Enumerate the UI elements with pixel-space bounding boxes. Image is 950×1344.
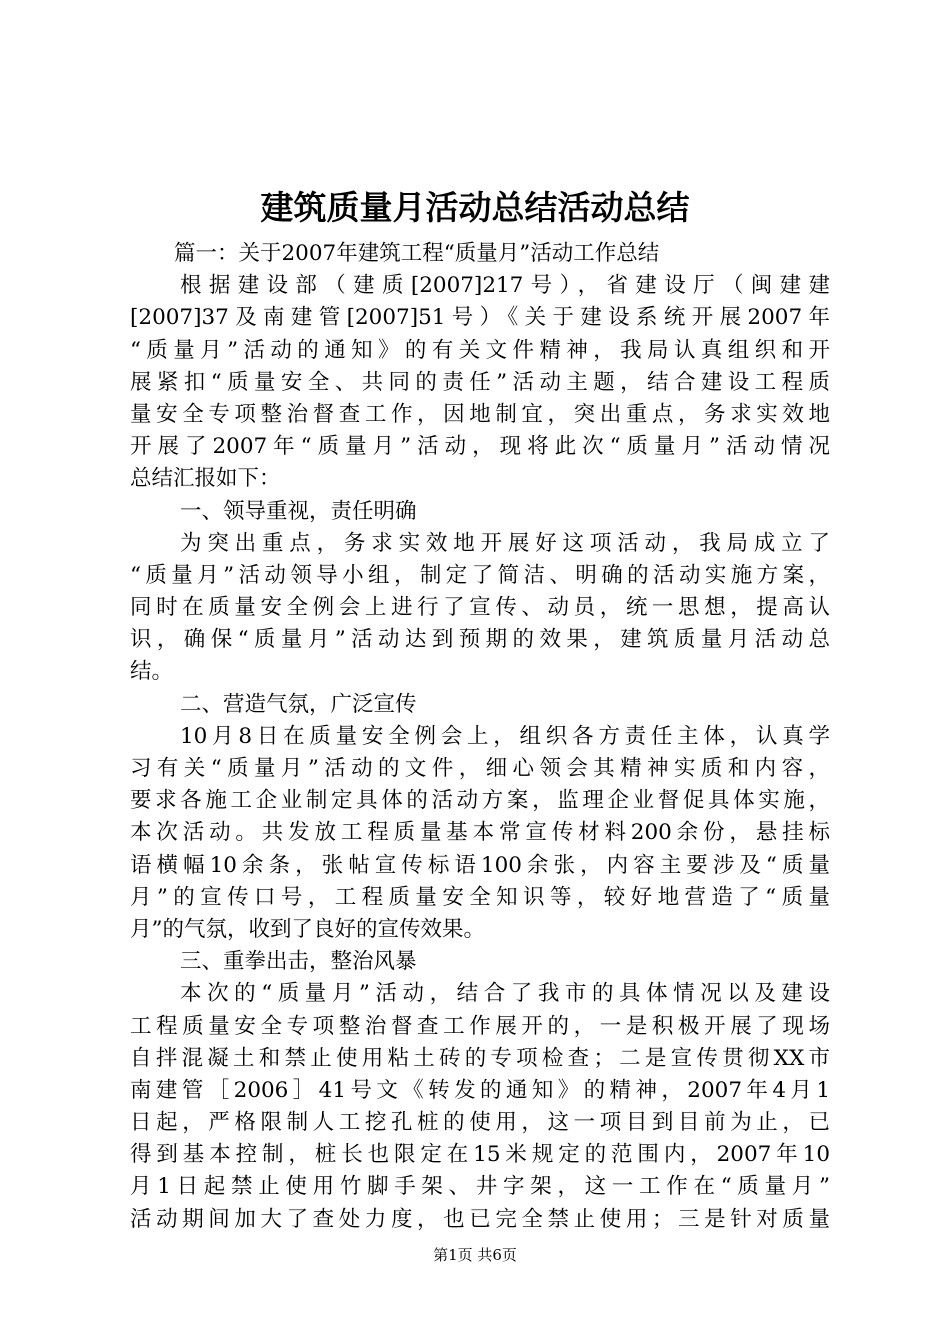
paragraph-line: 月”的宣传口号，工程质量安全知识等，较好地营造了“质量: [130, 884, 830, 910]
paragraph-line: 习有关“质量月”活动的文件，细心领会其精神实质和内容，: [130, 756, 830, 781]
document-body: [130, 238, 830, 1236]
paragraph-line: 日起，严格限制人工挖孔桩的使用，这一项目到目前为止，已: [130, 1110, 830, 1136]
paragraph-line: 结。: [130, 659, 174, 685]
paragraph-line: 量安全专项整治督查工作，因地制宜，突出重点，务求实效地: [130, 401, 830, 427]
section-heading: 一、领导重视，责任明确: [180, 498, 417, 524]
document-title: 建筑质量月活动总结活动总结: [260, 188, 690, 227]
paragraph-line: 月1日起禁止使用竹脚手架、井字架，这一工作在“质量月”: [130, 1174, 830, 1200]
paragraph-line: 语横幅10余条，张帖宣传标语100余张，内容主要涉及“质量: [130, 852, 830, 878]
paragraph-line: “质量月”活动领导小组，制定了简洁、明确的活动实施方案，: [130, 562, 830, 588]
paragraph-line: 同时在质量安全例会上进行了宣传、动员，统一思想，提高认: [130, 595, 830, 621]
paragraph-line: 根据建设部（建质[2007]217号），省建设厅（闽建建: [180, 273, 830, 299]
paragraph-line: 得到基本控制，桩长也限定在15米规定的范围内，2007年10: [130, 1142, 830, 1168]
section-heading: 三、重拳出击，整治风暴: [180, 949, 417, 975]
page-footer: 第1页 共6页: [433, 1246, 517, 1264]
paragraph-line: “质量月”活动的通知》的有关文件精神，我局认真组织和开: [130, 337, 830, 363]
paragraph-line: 展紧扣“质量安全、共同的责任”活动主题，结合建设工程质: [130, 369, 830, 395]
paragraph-line: 月”的气氛，收到了良好的宣传效果。: [130, 916, 485, 942]
paragraph-line: 10月8日在质量安全例会上，组织各方责任主体，认真学: [180, 723, 830, 749]
paragraph-line: 南建管［2006］41号文《转发的通知》的精神，2007年4月1: [130, 1077, 830, 1103]
paragraph-line: 总结汇报如下：: [130, 466, 281, 492]
paragraph-line: 要求各施工企业制定具体的活动方案，监理企业督促具体实施，: [130, 788, 830, 814]
paragraph-line: 本次的“质量月”活动，结合了我市的具体情况以及建设: [180, 981, 830, 1007]
paragraph-line: 工程质量安全专项整治督查工作展开的，一是积极开展了现场: [130, 1013, 830, 1039]
paragraph-line: 活动期间加大了查处力度，也已完全禁止使用；三是针对质量: [130, 1206, 830, 1232]
paragraph-line: 识，确保“质量月”活动达到预期的效果，建筑质量月活动总: [130, 627, 830, 653]
paragraph-line: 为突出重点，务求实效地开展好这项活动，我局成立了: [180, 530, 830, 556]
paragraph-line: [2007]37及南建管[2007]51号）《关于建设系统开展2007年: [130, 305, 830, 331]
paragraph-line: 自拌混凝土和禁止使用粘土砖的专项检查；二是宣传贯彻XX市: [130, 1045, 830, 1071]
paragraph-line: 本次活动。共发放工程质量基本常宣传材料200余份，悬挂标: [130, 820, 830, 846]
section-heading: 二、营造气氛，广泛宣传: [180, 691, 417, 717]
section-heading: 篇一：关于2007年建筑工程“质量月”活动工作总结: [174, 241, 660, 266]
paragraph-line: 开展了2007年“质量月”活动，现将此次“质量月”活动情况: [130, 434, 830, 460]
